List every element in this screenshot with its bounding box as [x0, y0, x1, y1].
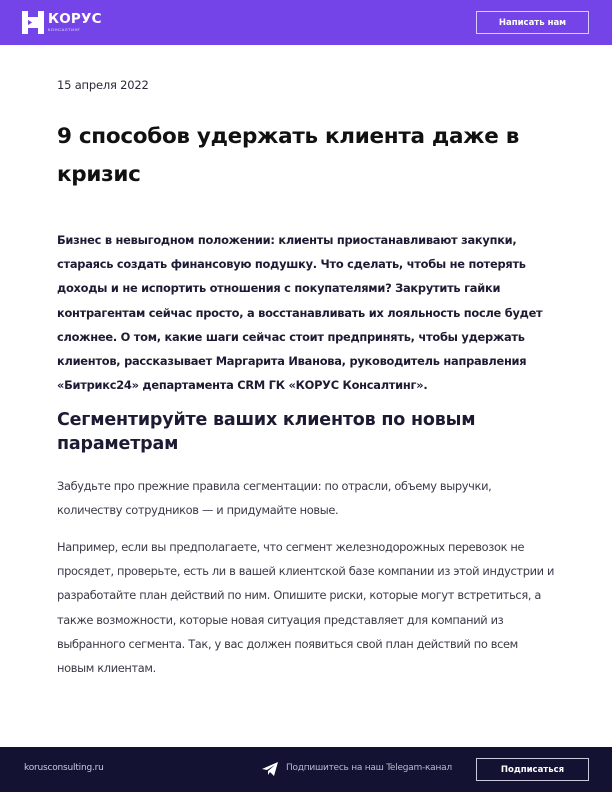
- article-paragraph: Забудьте про прежние правила сегментации: по отрасли, объему выручки, количеству сотрудников — и придумайте новые.: [57, 479, 492, 518]
- korus-logo[interactable]: [22, 10, 102, 35]
- telegram-icon: [262, 762, 278, 776]
- logo-name: КОРУС: [48, 10, 102, 27]
- site-header: [0, 0, 612, 45]
- site-footer: [0, 747, 612, 792]
- article-paragraph: Например, если вы предполагаете, что сегмент железнодорожных перевозок не просядет, проверьте, есть ли в вашей клиентской базе компании из этой индустрии и разработайте план действий по ним. Опишите риски, которые могут встретиться, а также возможности, которые новая ситуация представляет для компаний из выбранного сегмента. Так, у вас должен появиться свой план действий по всем новым клиентам.: [57, 540, 554, 676]
- section-heading: Сегментируйте ваших клиентов по новым параметрам: [57, 410, 476, 454]
- logo-subtitle: КОНСАЛТИНГ: [48, 27, 81, 33]
- article-title: 9 способов удержать клиента даже в кризис: [57, 124, 520, 187]
- site-link[interactable]: korusconsulting.ru: [24, 763, 104, 773]
- telegram-promo-text: Подпишитесь на наш Telegam-канал: [286, 763, 452, 773]
- contact-us-button[interactable]: Написать нам: [476, 11, 589, 34]
- korus-logo-icon: [22, 11, 44, 34]
- article-date: 15 апреля 2022: [57, 78, 149, 92]
- article-lead: Бизнес в невыгодном положении: клиенты приостанавливают закупки, стараясь создать финансовую подушку. Что сделать, чтобы не потерять доходы и не испортить отношения с покупателями? Закрутить гайки контрагентам сейчас просто, а восстанавливать их лояльность после будет сложнее. О том, какие шаги сейчас стоит предпринять, чтобы удержать клиентов, рассказывает Маргарита Иванова, руководитель направления «Битрикс24» департамента CRM ГК «КОРУС Консалтинг».: [57, 233, 543, 393]
- subscribe-button[interactable]: Подписаться: [476, 758, 589, 781]
